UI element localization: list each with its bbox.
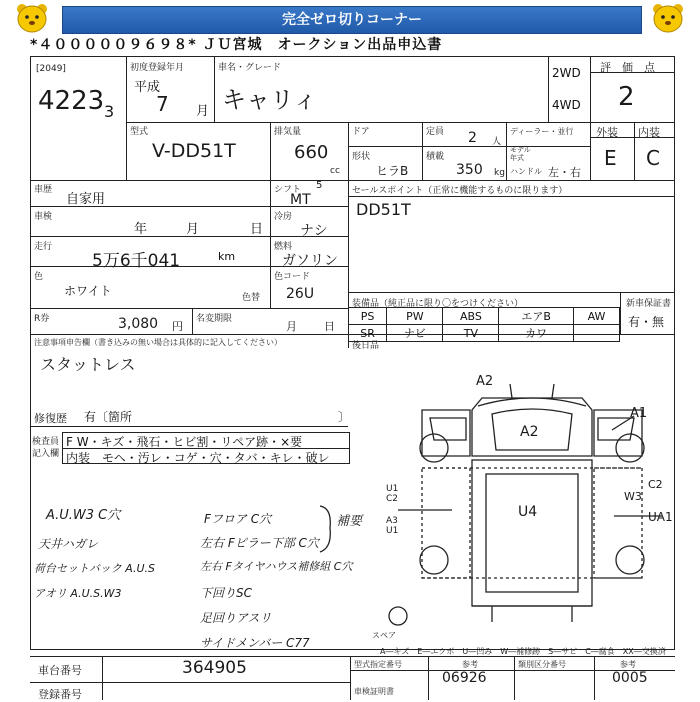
displacement-unit: cc — [330, 166, 340, 176]
score-value: 2 — [618, 82, 635, 112]
spare-label: スペア — [372, 631, 396, 640]
lot-prefix: [2049] — [36, 64, 66, 74]
load-unit: kg — [494, 168, 505, 178]
equip-tv: TV — [443, 325, 499, 342]
shape-label: 形状 — [352, 152, 371, 162]
fuel-label: 燃料 — [274, 242, 293, 252]
notes-value: スタットレス — [40, 355, 136, 374]
equipment-table — [348, 307, 620, 342]
class-no-note: 参考 — [620, 660, 636, 669]
hand-note-r7: 補要 — [336, 514, 363, 529]
bear-mascot-right-icon — [646, 2, 690, 34]
displacement-label: 排気量 — [274, 127, 302, 137]
inspection-label: 車検 — [34, 212, 53, 222]
chassis-value: 364905 — [182, 658, 247, 678]
type-designation-label: 型式指定番号 — [354, 660, 402, 669]
lot-number: 4223 — [38, 86, 105, 116]
color-code-value: 26U — [286, 286, 315, 302]
class-no-label: 類別区分番号 — [518, 660, 566, 669]
displacement-value: 660 — [294, 142, 329, 163]
inspection-day: 日 — [250, 222, 264, 237]
shift-label: シフト — [274, 185, 302, 195]
color-code-label: 色コード — [274, 272, 311, 282]
load-label: 積載 — [426, 152, 445, 162]
sales-point-label: セールスポイント（正常に機能するものに限ります） — [352, 186, 568, 196]
hand-note-r6: サイドメンバー C77 — [200, 636, 310, 650]
damage-code-legend: A―キズ E―エクボ U―凹み W―補修跡 S―サビ C―腐食 XX―交換済 — [380, 647, 666, 656]
bear-mascot-left-icon — [10, 2, 54, 34]
capacity-unit: 人 — [492, 137, 502, 147]
mark-a2-mid: A2 — [520, 424, 539, 440]
recycle-label: R券 — [34, 314, 50, 324]
exterior-value: E — [604, 146, 617, 170]
legend-row1: F W・キズ・飛石・ヒビ割・リペア跡・×要 — [66, 435, 303, 449]
hand-note-1: A.U.W3 C穴 — [46, 508, 121, 523]
handle-label: ハンドル — [510, 167, 542, 176]
score-label: 評 価 点 — [600, 61, 655, 74]
capacity-value: 2 — [468, 130, 477, 146]
warranty-value: 有・無 — [628, 315, 665, 329]
repair-close: 〕 — [338, 410, 351, 424]
hand-note-r1: Fフロア C穴 — [204, 512, 272, 526]
name-change-label: 名変期限 — [196, 314, 233, 324]
recycle-value: 3,080 — [118, 316, 159, 332]
model-label: 型式 — [130, 127, 149, 137]
equip-aw: AW — [573, 308, 619, 325]
after-label: 後日品 — [352, 341, 380, 351]
equip-pw: PW — [387, 308, 443, 325]
header-serial: *４０００００９６９８* ＪＵ宮城 オークション出品申込書 — [30, 37, 443, 53]
mileage-unit: km — [218, 250, 236, 263]
exterior-label: 外装 — [596, 126, 618, 139]
dealer-label: ディーラー・並行 — [510, 127, 574, 136]
hand-note-r4: 下回りSC — [200, 586, 252, 600]
color-value: ホワイト — [64, 284, 112, 298]
name-change-day: 日 — [324, 320, 335, 333]
usage-label: 車歴 — [34, 185, 53, 195]
repair-label: 修復歴 — [34, 412, 67, 425]
first-reg-year: 7 — [156, 92, 169, 116]
drive-4wd: 4WD — [552, 98, 581, 112]
warranty-label: 新車保証書 — [626, 299, 672, 309]
first-reg-label: 初度登録年月 — [130, 63, 185, 73]
hand-note-2: 天井ハガレ — [38, 537, 99, 551]
equip-airbag: エアB — [499, 308, 574, 325]
equip-leather: カワ — [499, 325, 574, 342]
mark-a3u1: A3 U1 — [386, 516, 399, 536]
type-designation-note: 参考 — [462, 660, 478, 669]
banner-title: 完全ゼロ切りコーナー — [62, 6, 642, 34]
recycle-unit: 円 — [172, 320, 183, 333]
notes-label: 注意事項申告欄（書き込みの無い場合は具体的に記入してください） — [34, 338, 282, 347]
lot-suffix: 3 — [104, 102, 115, 121]
chassis-label: 車台番号 — [38, 664, 82, 677]
fuel-value: ガソリン — [282, 253, 338, 269]
interior-label: 内装 — [638, 126, 660, 139]
hand-note-3: 荷台セットバック A.U.S — [34, 562, 156, 575]
handle-options: 左・右 — [548, 166, 581, 179]
mileage-value: 5万6千041 — [92, 251, 181, 271]
shape-value: ヒラB — [376, 164, 409, 178]
shift-value: MT — [290, 192, 311, 208]
hand-note-4: アオリ A.U.S.W3 — [34, 587, 122, 600]
equip-sr: SR — [349, 325, 387, 342]
mark-c2: C2 — [648, 478, 663, 491]
shift-extra: 5 — [316, 180, 323, 191]
aircon-label: 冷房 — [274, 212, 293, 222]
equip-navi: ナビ — [387, 325, 443, 342]
class-no-value: 0005 — [612, 670, 648, 686]
repair-value: 有〔箇所 — [84, 410, 133, 424]
equip-ps: PS — [349, 308, 387, 325]
color-label: 色 — [34, 272, 44, 282]
capacity-label: 定員 — [426, 127, 445, 137]
mark-ua1: UA1 — [648, 510, 673, 524]
inspection-year: 年 — [134, 222, 148, 237]
mark-a2-top: A2 — [476, 374, 494, 389]
door-label: ドア — [352, 127, 370, 137]
hand-note-r2: 左右 Fピラー下部 C穴 — [200, 536, 319, 550]
repaint-label: 色替 — [242, 293, 261, 303]
first-reg-month-unit: 月 — [196, 104, 210, 119]
drive-2wd: 2WD — [552, 66, 581, 80]
name-change-month: 月 — [286, 320, 297, 333]
aircon-value: ナシ — [300, 223, 328, 239]
bracket-icon — [318, 504, 338, 554]
usage-value: 自家用 — [66, 192, 106, 207]
equip-blank — [573, 325, 619, 342]
equip-abs: ABS — [443, 308, 499, 325]
model-year-label: モデル年式 — [510, 146, 531, 162]
interior-value: C — [646, 146, 660, 170]
equipment-label: 装備品（純正品に限り〇をつけください） — [352, 299, 524, 309]
sales-point-value: DD51T — [356, 200, 411, 219]
inspector-label: 検査員記入欄 — [32, 437, 60, 459]
model-value: V-DD51T — [152, 140, 236, 162]
car-name-value: キャリィ — [222, 86, 318, 114]
mark-u4: U4 — [518, 504, 538, 520]
mileage-label: 走行 — [34, 242, 53, 252]
type-designation-value: 06926 — [442, 670, 487, 686]
mark-a1-right: A1 — [630, 406, 648, 421]
mark-u1c2: U1 C2 — [386, 484, 399, 504]
hand-note-r5: 足回りアスリ — [200, 611, 272, 625]
car-name-label: 車名・グレード — [218, 63, 282, 73]
first-reg-era: 平成 — [134, 80, 161, 95]
cert-label: 車検証明書 — [354, 687, 394, 696]
inspection-month: 月 — [186, 222, 200, 237]
hand-note-r3: 左右 Fタイヤハウス補修組 C穴 — [200, 560, 353, 573]
legend-row2: 内装 モヘ・汚レ・コゲ・穴・タバ・キレ・破レ — [66, 451, 330, 465]
reg-no-label: 登録番号 — [38, 688, 82, 701]
mark-w3: W3 — [624, 490, 642, 503]
load-value: 350 — [456, 162, 483, 178]
